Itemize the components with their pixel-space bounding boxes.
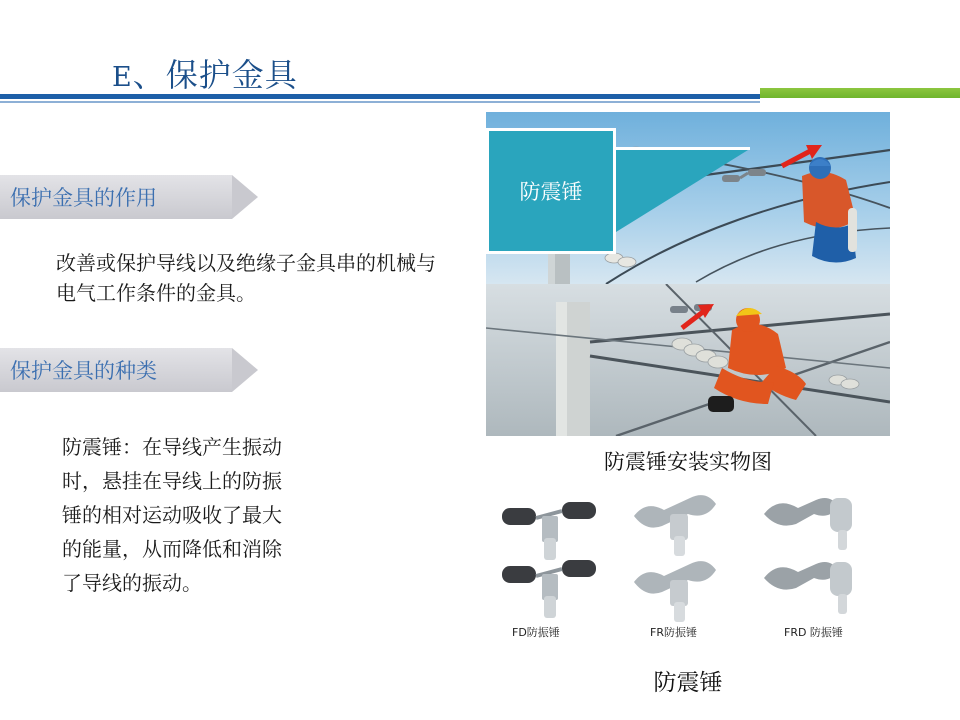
banner-notch-icon — [232, 175, 258, 219]
callout-tail-edge — [616, 147, 750, 150]
paragraph-damper-line: 防震锤：在导线产生振动 — [62, 435, 282, 459]
paragraph-damper-line: 时，悬挂在导线上的防振 — [62, 469, 282, 493]
caption-products: 防震锤 — [653, 670, 723, 696]
section-banner-types-label: 保护金具的种类 — [10, 359, 157, 383]
product-label-fr: FR防振锤 — [650, 626, 697, 639]
paragraph-damper-line: 的能量，从而降低和消除 — [62, 537, 282, 561]
title-rule-blue — [0, 94, 760, 99]
paragraph-function: 改善或保护导线以及绝缘子金具串的机械与电气工作条件的金具。 — [56, 251, 436, 305]
callout-tail — [616, 150, 748, 232]
title-rule-green — [760, 88, 960, 98]
page-title — [112, 50, 298, 96]
photo-damper-installation-graphic — [486, 284, 890, 436]
section-banner-function-label: 保护金具的作用 — [10, 186, 157, 210]
page-title-cn: 、保护金具 — [132, 56, 298, 94]
photo-damper-installation — [486, 284, 890, 436]
title-rule-blue-thin — [0, 101, 760, 103]
caption-installation: 防震锤安装实物图 — [604, 450, 772, 474]
callout-damper-label: 防震锤 — [519, 180, 583, 204]
paragraph-damper — [62, 430, 362, 600]
page-title-latin: E — [112, 62, 133, 93]
callout-damper — [486, 128, 616, 254]
section-banner-types — [0, 348, 232, 392]
product-label-frd: FRD 防振锤 — [784, 626, 843, 639]
section-banner-function — [0, 175, 232, 219]
paragraph-damper-line: 了导线的振动。 — [62, 571, 202, 595]
paragraph-damper-line: 锤的相对运动吸收了最大 — [62, 503, 282, 527]
product-label-fd: FD防振锤 — [512, 626, 560, 639]
banner-notch-icon — [232, 348, 258, 392]
